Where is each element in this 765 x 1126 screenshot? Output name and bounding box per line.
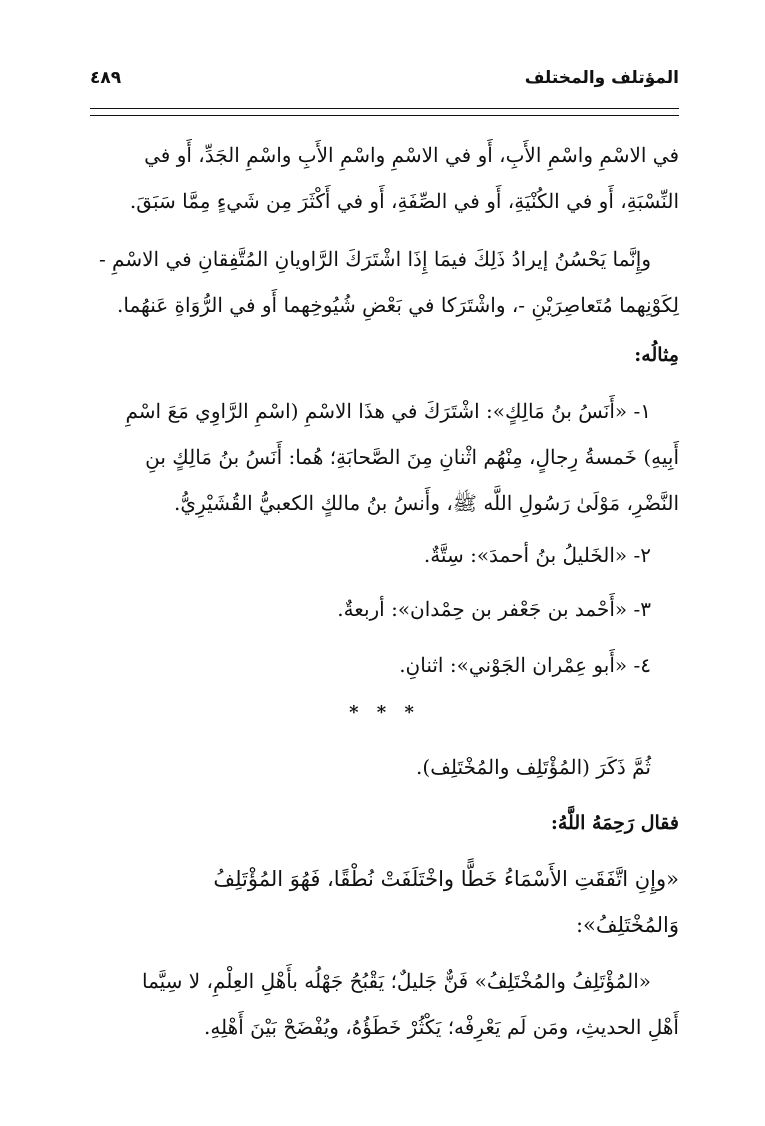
running-title: المؤتلف والمختلف — [524, 68, 679, 88]
running-header — [90, 68, 679, 88]
text-line: «وإِنِ اتَّفَقَتِ الأَسْمَاءُ خَطًّا واخْتَلَفَتْ نُطْقًا، فَهُوَ المُؤْتَلِفُ — [213, 867, 679, 891]
example-4 — [90, 642, 679, 688]
example-2 — [90, 532, 679, 578]
commentary — [90, 958, 679, 1050]
quote-heading: فقال رَحِمَهُ اللَّهُ: — [550, 812, 679, 834]
separator-block — [90, 690, 679, 736]
matn-quote — [90, 856, 679, 948]
text-line: أَهْلِ الحديثِ، ومَن لَم يَعْرِفْه؛ يَكْثُرْ خَطَؤُهُ، ويُفْضَحْ بَيْنَ أَهْلِهِ. — [203, 1015, 679, 1039]
text-line: ١- «أَنَسُ بنُ مَالِكٍ»: اشْتَرَكَ في هذَا الاسْمِ (اسْمِ الرَّاوِي مَعَ اسْمِ — [125, 399, 651, 423]
text-line: «المُؤْتَلِفُ والمُخْتَلِفُ» فَنٌّ جَليلٌ؛ يَقْبُحُ جَهْلُه بأَهْلِ العِلْمِ، لا سِيَّما — [141, 969, 651, 993]
example-heading: مِثالُه: — [634, 344, 679, 366]
header-rule-bottom — [90, 115, 679, 116]
text-line: ٤- «أَبو عِمْران الجَوْني»: اثنانِ. — [399, 653, 651, 677]
text-line: ٢- «الخَليلُ بنُ أحمدَ»: سِتَّةٌ. — [423, 543, 651, 567]
section-intro-block — [90, 744, 679, 790]
page-number: ٤٨٩ — [90, 68, 122, 88]
text-line: ٣- «أَحْمد بن جَعْفر بن حِمْدان»: أربعةٌ. — [337, 597, 651, 621]
example-heading-block — [90, 332, 679, 378]
text-line: في الاسْمِ واسْمِ الأَبِ، أَو في الاسْمِ واسْمِ الأَبِ واسْمِ الجَدِّ، أَو في — [144, 143, 679, 167]
section-separator: * * * — [349, 702, 420, 723]
header-rule-top — [90, 108, 679, 109]
paragraph-definition — [90, 132, 679, 224]
text-line: لِكَوْنِهما مُتَعاصِرَيْنِ -، واشْتَرَكا في بَعْضِ شُيُوخِهما أَو في الرُّوَاةِ عَنهُما. — [117, 293, 679, 317]
text-line: النِّسْبَةِ، أَو في الكُنْيَةِ، أَو في الصِّفَةِ، أَو في أَكْثَرَ مِن شَيءٍ مِمَّا سَبَقَ. — [129, 189, 679, 213]
text-line: وَالمُخْتَلِفُ»: — [575, 913, 679, 937]
example-1 — [90, 388, 679, 526]
paragraph-condition — [90, 236, 679, 328]
text-line: وإِنَّما يَحْسُنُ إيرادُ ذَلِكَ فيمَا إِذَا اشْتَرَكَ الرَّاويانِ المُتَّفِقانِ في الاسْمِ - — [98, 247, 651, 271]
text-line: أَبِيهِ) خَمسةُ رِجالٍ، مِنْهُم اثْنانِ مِنَ الصَّحابَةِ؛ هُما: أَنَسُ بنُ مَالِكٍ بنِ — [145, 445, 679, 469]
section-intro: ثُمَّ ذَكَرَ (المُؤْتَلِف والمُخْتَلِف). — [416, 755, 651, 779]
text-line: النَّضْرِ، مَوْلَىٰ رَسُولِ اللَّه ﷺ، وأَنسُ بنُ مالكٍ الكعبيُّ القُشَيْرِيُّ. — [174, 491, 679, 515]
quote-heading-block — [90, 800, 679, 846]
example-3 — [90, 586, 679, 632]
